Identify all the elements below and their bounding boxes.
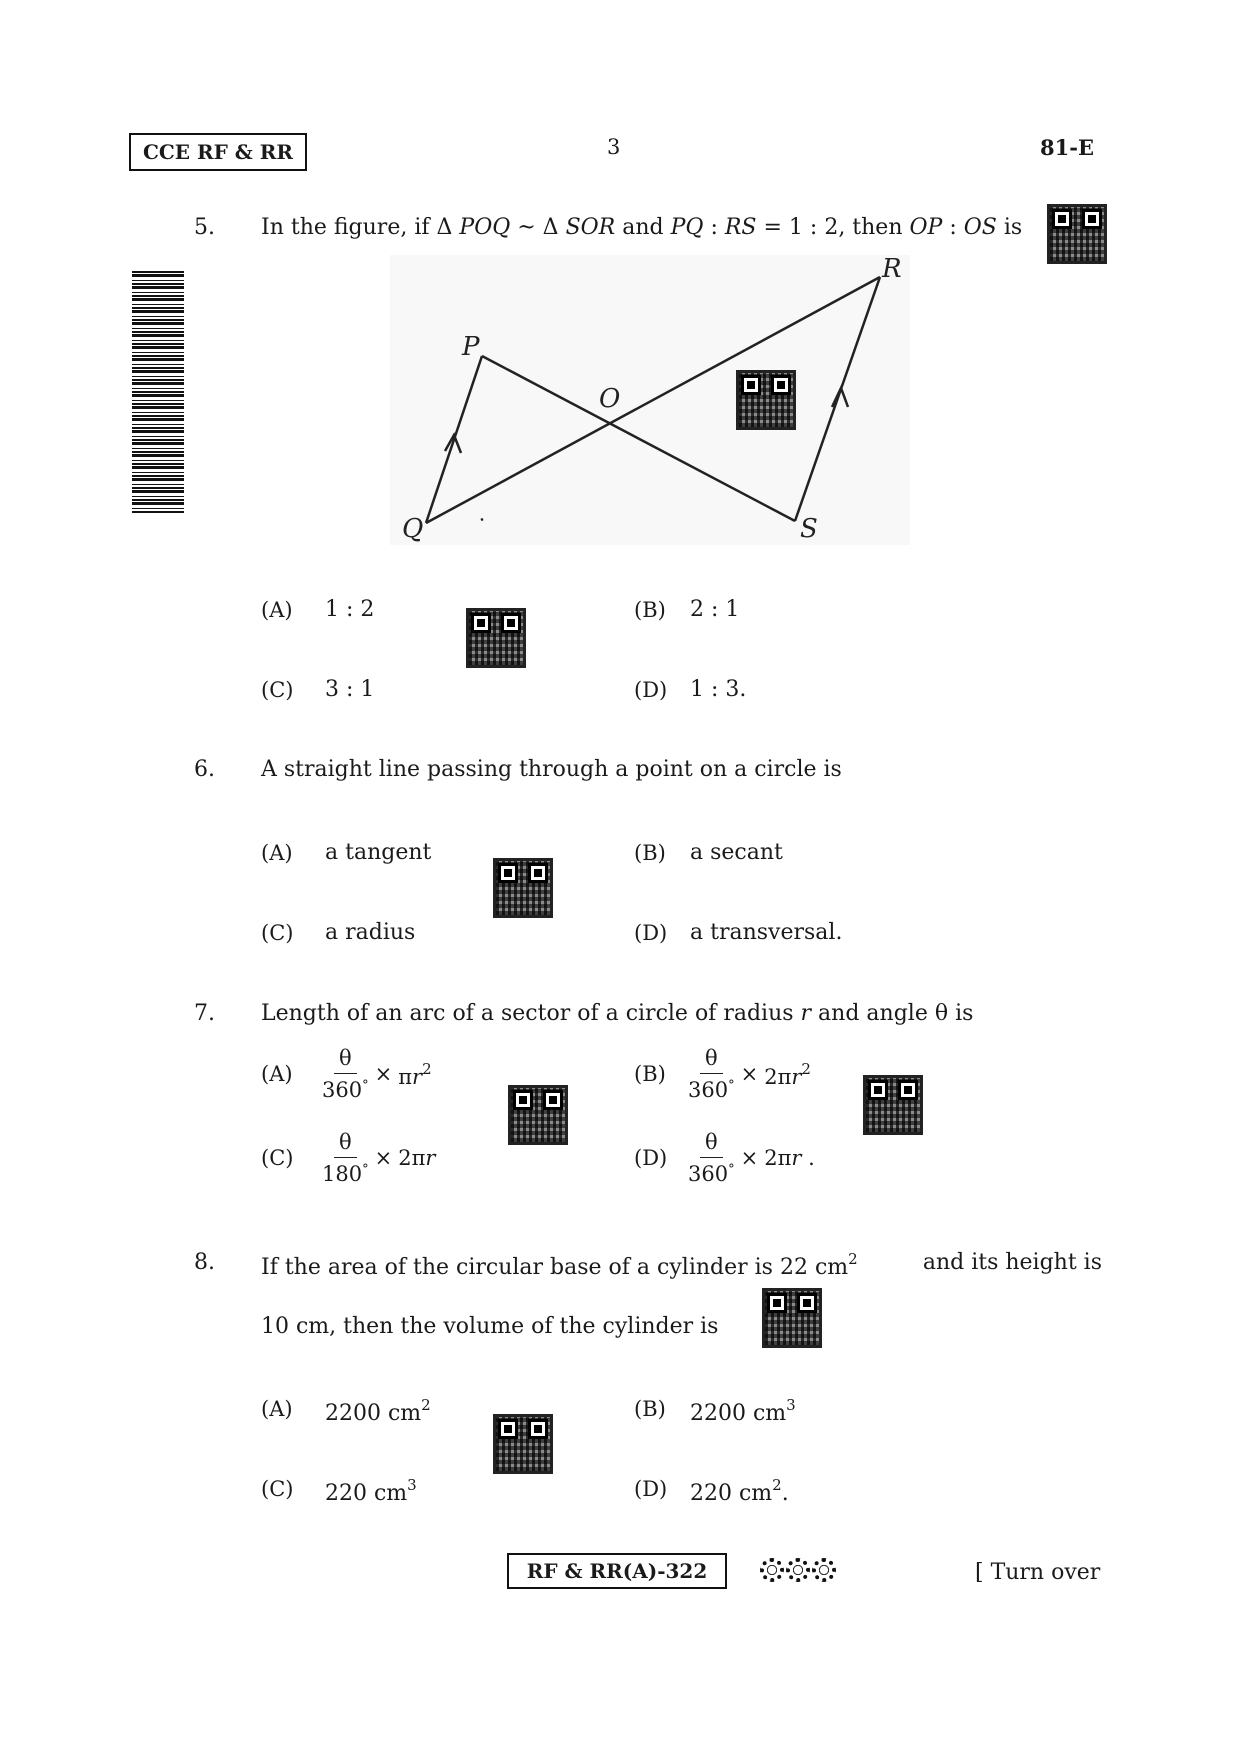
ring-icon (760, 1558, 784, 1582)
paper-code: 81-E (1040, 135, 1094, 160)
option-formula[interactable]: $\frac{\theta}{360^\circ}$ × $2\pi r^2$ (688, 1046, 811, 1103)
ring-ornaments (760, 1558, 836, 1582)
label-S: S (800, 514, 818, 544)
option-letter[interactable]: (D) (634, 678, 668, 702)
qr-code (508, 1085, 568, 1145)
barcode (132, 270, 184, 513)
option-letter[interactable]: (A) (261, 598, 293, 622)
question-number: 5. (194, 215, 215, 240)
question-text: Length of an arc of a sector of a circle of radius r and angle θ is (261, 1001, 974, 1026)
option-letter[interactable]: (B) (634, 841, 666, 865)
page-number: 3 (607, 135, 621, 159)
turn-over-text: [ Turn over (975, 1560, 1101, 1585)
option-text[interactable]: a radius (325, 920, 416, 945)
option-formula[interactable]: $\frac{\theta}{360^\circ}$ × 2πr . (688, 1130, 815, 1187)
question-number: 6. (194, 757, 215, 782)
label-R: R (882, 255, 902, 284)
option-text[interactable]: 1 : 2 (325, 597, 375, 622)
option-text[interactable]: 2200 $cm^3$ (690, 1396, 796, 1426)
similar-triangles-figure (390, 255, 920, 545)
option-letter[interactable]: (C) (261, 678, 294, 702)
qr-code (493, 1414, 553, 1474)
question-text: A straight line passing through a point on a circle is (261, 757, 842, 782)
label-P: P (462, 332, 480, 362)
option-formula[interactable]: $\frac{\theta}{360^\circ}$ × $\pi r^2$ (322, 1046, 432, 1103)
option-letter[interactable]: (A) (261, 841, 293, 865)
option-letter[interactable]: (B) (634, 598, 666, 622)
question-number: 8. (194, 1250, 215, 1275)
option-letter[interactable]: (A) (261, 1397, 293, 1421)
label-Q: Q (402, 514, 424, 544)
qr-code (493, 858, 553, 918)
option-letter[interactable]: (B) (634, 1062, 666, 1086)
label-O: O (599, 384, 621, 414)
ring-icon (786, 1558, 810, 1582)
qr-code (762, 1288, 822, 1348)
ring-icon (812, 1558, 836, 1582)
option-text[interactable]: 3 : 1 (325, 677, 375, 702)
option-letter[interactable]: (D) (634, 921, 668, 945)
header-box-label: CCE RF & RR (129, 133, 307, 171)
option-text[interactable]: 2200 $cm^2$ (325, 1396, 431, 1426)
option-letter[interactable]: (C) (261, 921, 294, 945)
option-text[interactable]: a secant (690, 840, 783, 865)
option-formula[interactable]: $\frac{\theta}{180^\circ}$ × 2πr (322, 1130, 436, 1187)
footer-box-label: RF & RR(A)-322 (507, 1553, 727, 1589)
option-text[interactable]: 220 $cm^3$ (325, 1476, 417, 1506)
qr-code (736, 370, 796, 430)
option-text[interactable]: 1 : 3. (690, 677, 747, 702)
option-text[interactable]: 220 $cm^2$. (690, 1476, 789, 1506)
question-text: If the area of the circular base of a cylinder is 22 $cm^2$ and its height is (261, 1250, 1102, 1280)
qr-code (466, 608, 526, 668)
qr-code (1047, 204, 1107, 264)
option-text[interactable]: 2 : 1 (690, 597, 740, 622)
option-text[interactable]: a transversal. (690, 920, 843, 945)
option-letter[interactable]: (A) (261, 1062, 293, 1086)
question-number: 7. (194, 1001, 215, 1026)
option-letter[interactable]: (C) (261, 1146, 294, 1170)
option-letter[interactable]: (B) (634, 1397, 666, 1421)
option-letter[interactable]: (C) (261, 1477, 294, 1501)
question-text-line2: 10 cm, then the volume of the cylinder is (261, 1314, 719, 1339)
option-letter[interactable]: (D) (634, 1146, 668, 1170)
qr-code (863, 1075, 923, 1135)
option-letter[interactable]: (D) (634, 1477, 668, 1501)
question-text: In the figure, if Δ POQ ~ Δ SOR and PQ : RS = 1 : 2, then OP : OS is (261, 215, 1023, 240)
option-text[interactable]: a tangent (325, 840, 432, 865)
